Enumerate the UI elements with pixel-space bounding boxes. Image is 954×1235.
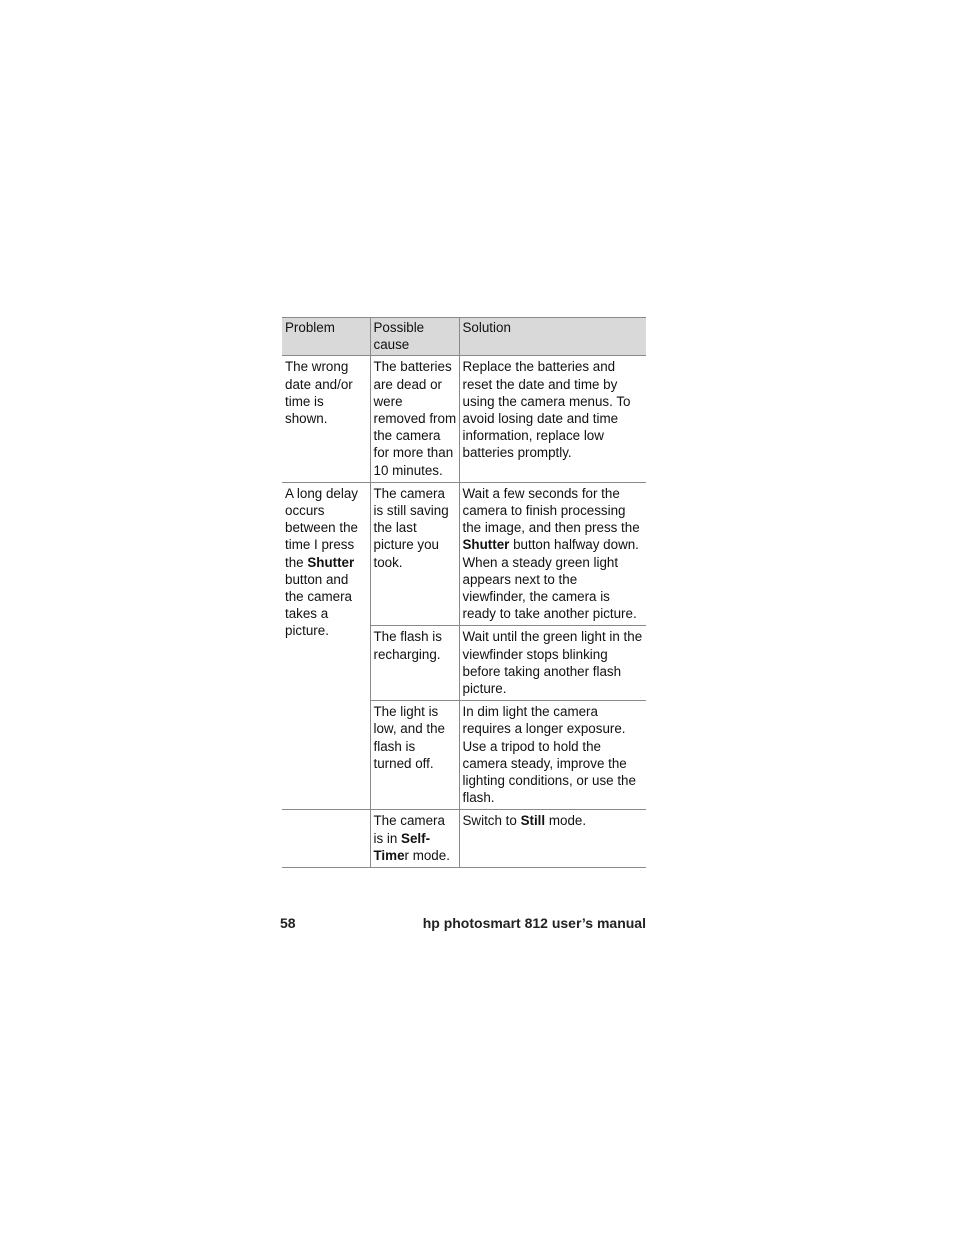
shutter-term: Shutter (307, 554, 355, 570)
manual-title: hp photosmart 812 user’s manual (422, 915, 646, 931)
page-number: 58 (280, 915, 296, 931)
table-row (282, 810, 646, 868)
cause-cell: The flash is recharging. (370, 626, 459, 701)
cause-cell: The light is low, and the flash is turned off. (370, 701, 459, 810)
cause-cell: The camera is in Self-Timer mode. (370, 810, 459, 868)
header-possible-cause: Possible cause (370, 318, 459, 356)
troubleshooting-table (282, 317, 646, 868)
problem-cell: The wrong date and/or time is shown. (282, 356, 370, 482)
header-problem: Problem (282, 318, 370, 356)
still-term: Still (520, 813, 546, 829)
problem-cell: A long delay occurs between the time I press the Shutter button and the camera takes a picture. (282, 482, 370, 810)
table-header-row (282, 318, 646, 356)
solution-cell: Wait a few seconds for the camera to finish processing the image, and then press the Shutter button halfway down. When a steady green light appears next to the viewfinder, the camera is ready to take another picture. (459, 482, 646, 626)
solution-cell: Switch to Still mode. (459, 810, 646, 868)
cause-cell: The batteries are dead or were removed from the camera for more than 10 minutes. (370, 356, 459, 482)
problem-cell (282, 810, 370, 868)
table-row (282, 356, 646, 482)
table-row (282, 482, 646, 626)
header-solution: Solution (459, 318, 646, 356)
solution-cell: In dim light the camera requires a longer exposure. Use a tripod to hold the camera steady, improve the lighting conditions, or use the flash. (459, 701, 646, 810)
self-timer-term: Self-Time (373, 830, 431, 863)
cause-cell: The camera is still saving the last picture you took. (370, 482, 459, 626)
shutter-term: Shutter (462, 537, 510, 553)
solution-cell: Replace the batteries and reset the date and time by using the camera menus. To avoid losing date and time information, replace low batteries promptly. (459, 356, 646, 482)
solution-cell: Wait until the green light in the viewfinder stops blinking before taking another flash picture. (459, 626, 646, 701)
